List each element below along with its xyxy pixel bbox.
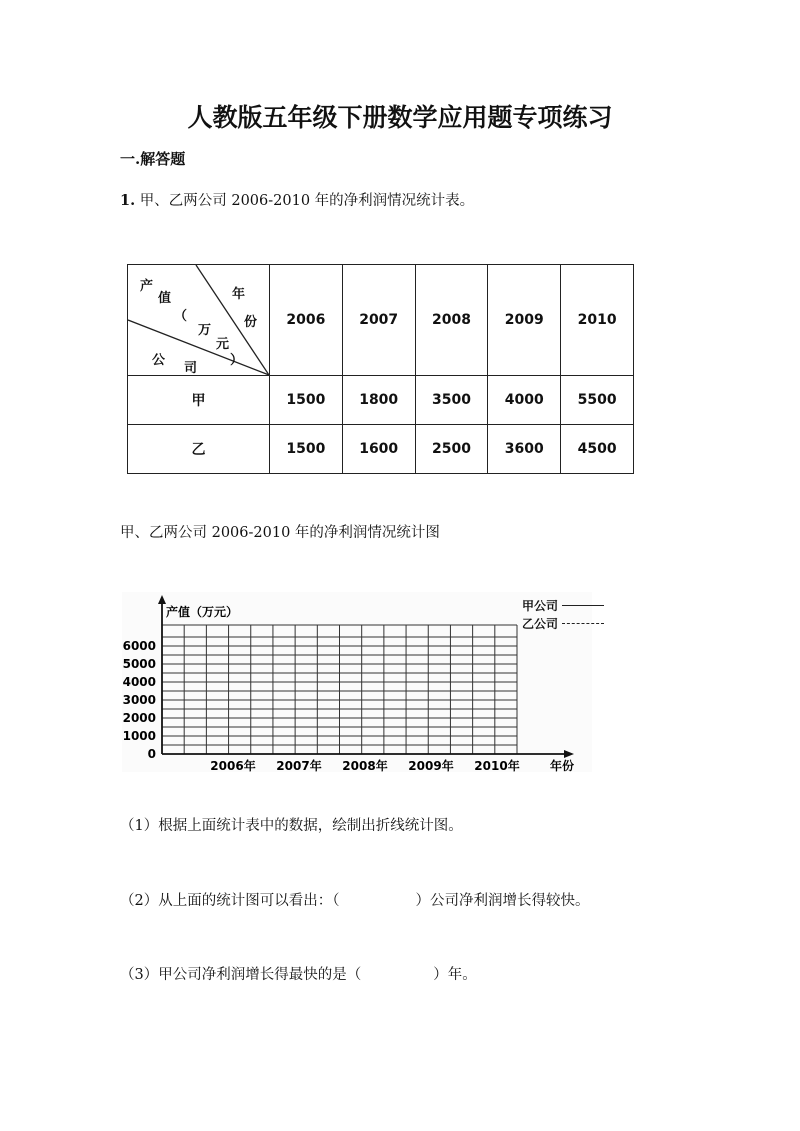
corner-char-chan: 产	[140, 279, 154, 294]
y-tick-label: 4000	[122, 675, 156, 689]
corner-char-si: 司	[184, 361, 198, 376]
corner-char-nian: 年	[232, 287, 246, 302]
corner-char-wan: 万	[198, 323, 212, 338]
page-title: 人教版五年级下册数学应用题专项练习	[187, 103, 613, 132]
y-tick-label: 5000	[122, 657, 156, 671]
year-header-cell: 2009	[488, 265, 561, 376]
subquestion-3	[120, 963, 477, 984]
legend-solid-line	[562, 605, 604, 606]
y-tick-label: 6000	[122, 639, 156, 653]
corner-char-gong: 公	[152, 353, 166, 368]
value-cell: 1500	[270, 376, 343, 425]
question-text: 甲、乙两公司 2006-2010 年的净利润情况统计表。	[139, 193, 475, 209]
chart-legend	[522, 596, 604, 632]
y-axis-label: 产值（万元）	[166, 605, 239, 619]
x-tick-label: 2007年	[276, 759, 322, 772]
table-header-row	[128, 265, 634, 376]
corner-char-zhi: 值	[158, 291, 172, 306]
value-cell: 1800	[342, 376, 415, 425]
value-cell: 5500	[561, 376, 634, 425]
value-cell: 1600	[342, 425, 415, 474]
question-1	[120, 189, 474, 210]
company-label-cell: 乙	[128, 425, 270, 474]
subquestion-text: （3）甲公司净利润增长得最快的是（	[120, 967, 362, 983]
section-heading: 一.解答题	[120, 150, 186, 168]
x-tick-label: 2010年	[474, 759, 520, 772]
corner-char-paren-close: ）	[230, 353, 244, 368]
subquestion-text-tail: ）年。	[433, 967, 477, 983]
value-cell: 2500	[415, 425, 488, 474]
y-axis-arrow	[158, 595, 166, 604]
corner-char-fen: 份	[244, 315, 258, 330]
legend-label: 甲公司	[522, 598, 559, 613]
legend-item-yi	[522, 614, 604, 632]
legend-label: 乙公司	[522, 616, 559, 631]
x-tick-label: 2009年	[408, 759, 454, 772]
value-cell: 4500	[561, 425, 634, 474]
year-header-cell: 2007	[342, 265, 415, 376]
subquestion-2	[120, 889, 589, 910]
value-cell: 3500	[415, 376, 488, 425]
subquestion-text: （1）根据上面统计表中的数据，绘制出折线统计图。	[120, 818, 463, 834]
statistics-table	[127, 264, 634, 474]
table-row	[128, 376, 634, 425]
x-axis-label: 年份	[550, 759, 575, 772]
corner-char-yuan: 元	[216, 337, 230, 352]
x-tick-label: 2008年	[342, 759, 388, 772]
subquestion-text-tail: ）公司净利润增长得较快。	[415, 893, 590, 909]
table-corner-cell	[128, 265, 270, 376]
value-cell: 4000	[488, 376, 561, 425]
question-number: 1.	[120, 192, 136, 209]
y-tick-label: 3000	[122, 693, 156, 707]
x-axis-arrow	[564, 750, 574, 758]
y-tick-label: 1000	[122, 729, 156, 743]
legend-item-jia	[522, 596, 604, 614]
year-header-cell: 2006	[270, 265, 343, 376]
company-label-cell: 甲	[128, 376, 270, 425]
y-tick-label: 2000	[122, 711, 156, 725]
legend-dashed-line	[562, 623, 604, 624]
value-cell: 3600	[488, 425, 561, 474]
year-header-cell: 2010	[561, 265, 634, 376]
subquestion-1	[120, 814, 463, 835]
year-header-cell: 2008	[415, 265, 488, 376]
subquestion-text: （2）从上面的统计图可以看出：（	[120, 893, 340, 909]
corner-char-paren-open: （	[174, 309, 188, 324]
value-cell: 1500	[270, 425, 343, 474]
x-tick-label: 2006年	[210, 759, 256, 772]
y-tick-label: 0	[147, 747, 156, 761]
chart-caption: 甲、乙两公司 2006-2010 年的净利润情况统计图	[120, 525, 440, 541]
table-row	[128, 425, 634, 474]
